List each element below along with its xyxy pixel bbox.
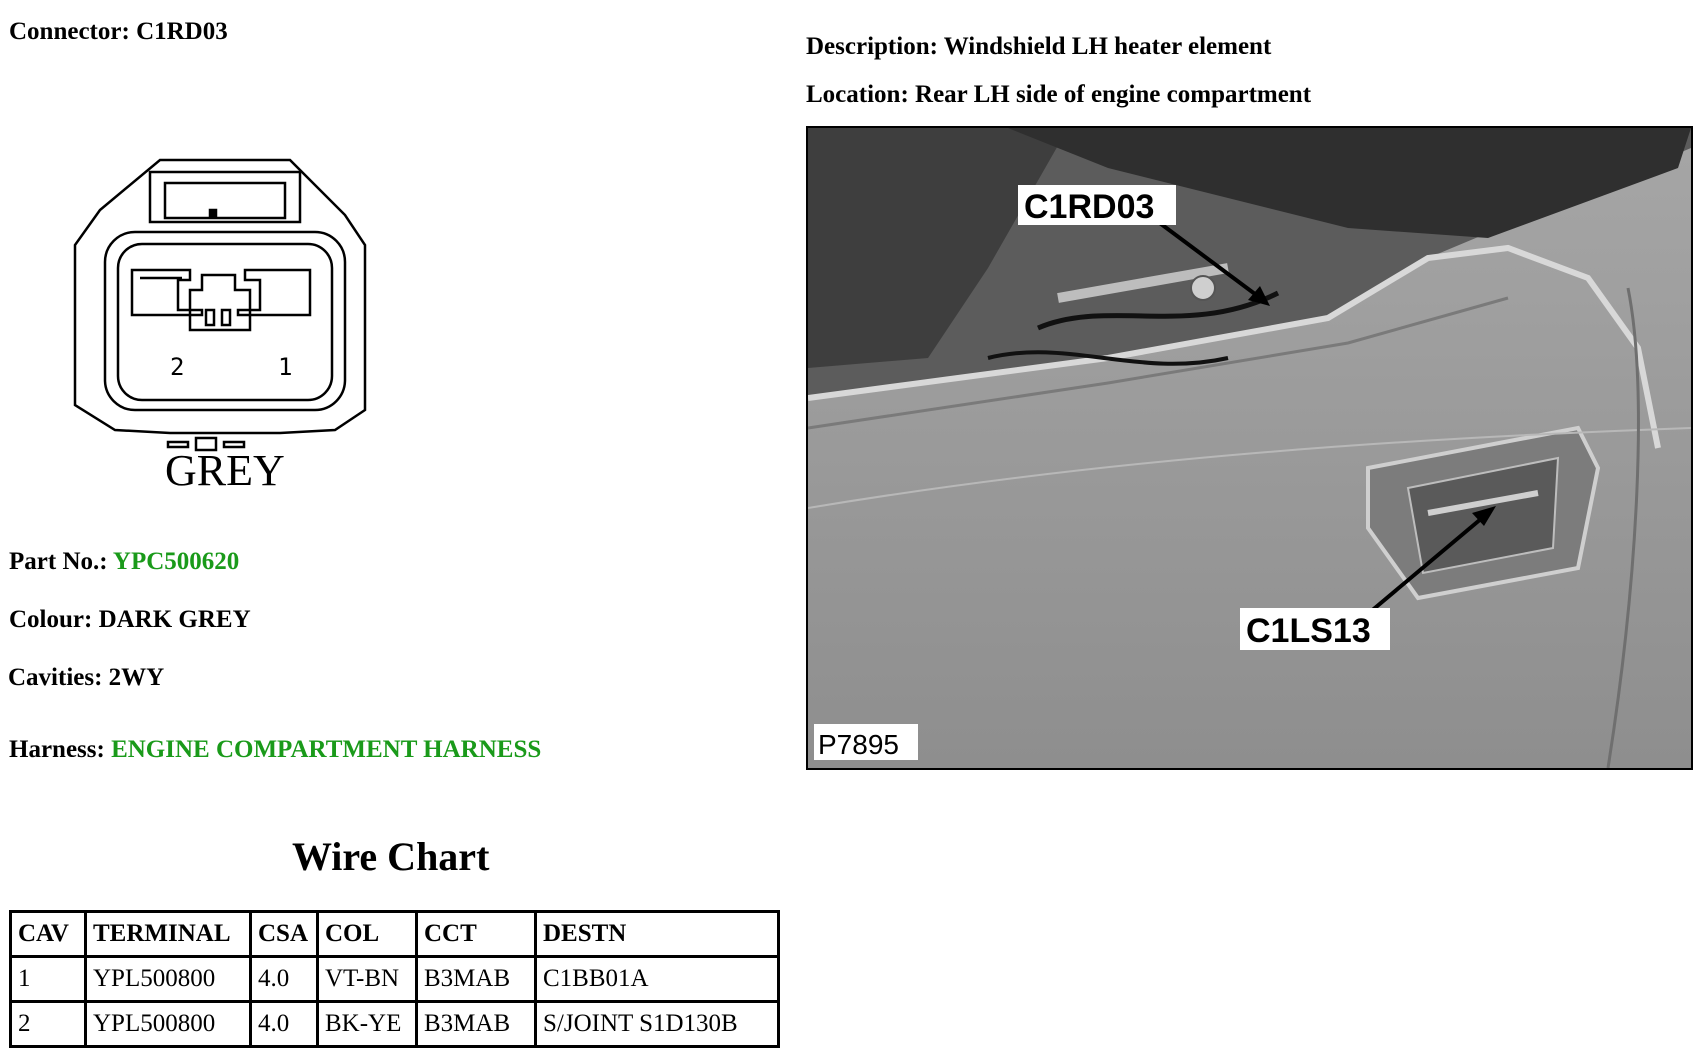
description-value: Windshield LH heater element [943, 33, 1272, 60]
cell-cct: B3MAB [417, 1002, 536, 1047]
cell-cct: B3MAB [417, 957, 536, 1002]
callout-c1rd03: C1RD03 [1024, 188, 1155, 226]
wire-chart-table [9, 910, 780, 1048]
pin-1-label: 1 [278, 353, 293, 381]
description-line [806, 33, 1271, 61]
cell-col: BK-YE [318, 1002, 417, 1047]
part-number-label: Part No.: [9, 548, 108, 575]
description-label: Description: [806, 33, 938, 60]
location-photo-svg [808, 128, 1691, 768]
photo-ref-label: P7895 [818, 729, 899, 760]
wire-table-header-row [11, 912, 779, 957]
cell-cav: 2 [11, 1002, 86, 1047]
table-row [11, 1002, 779, 1047]
col-header-destn: DESTN [536, 912, 779, 957]
connector-face-drawing [60, 150, 380, 490]
col-header-terminal: TERMINAL [86, 912, 251, 957]
cell-terminal: YPL500800 [86, 957, 251, 1002]
cell-destn: C1BB01A [536, 957, 779, 1002]
part-number-line [9, 548, 239, 576]
cell-terminal: YPL500800 [86, 1002, 251, 1047]
callout-c1ls13: C1LS13 [1246, 612, 1371, 650]
cavities-value: 2WY [108, 664, 165, 691]
table-row [11, 957, 779, 1002]
colour-value: DARK GREY [98, 606, 251, 633]
col-header-csa: CSA [251, 912, 318, 957]
colour-label: Colour: [9, 606, 93, 633]
col-header-col: COL [318, 912, 417, 957]
cell-destn: S/JOINT S1D130B [536, 1002, 779, 1047]
connector-value: C1RD03 [136, 18, 228, 45]
cell-csa: 4.0 [251, 1002, 318, 1047]
location-line [806, 81, 1311, 109]
cavities-line [8, 664, 164, 692]
part-number-value[interactable]: YPC500620 [112, 548, 240, 575]
drawing-colour-caption: GREY [165, 446, 285, 490]
connector-face-svg [60, 150, 380, 490]
connector-label: Connector: [9, 18, 130, 45]
col-header-cct: CCT [417, 912, 536, 957]
connector-heading [9, 18, 228, 46]
cell-csa: 4.0 [251, 957, 318, 1002]
colour-line [9, 606, 251, 634]
location-photo [806, 126, 1693, 770]
pin-2-label: 2 [170, 353, 185, 381]
cell-cav: 1 [11, 957, 86, 1002]
harness-line [9, 736, 541, 764]
harness-value[interactable]: ENGINE COMPARTMENT HARNESS [111, 736, 542, 763]
location-label: Location: [806, 81, 909, 108]
harness-label: Harness: [9, 736, 105, 763]
cavities-label: Cavities: [8, 664, 103, 691]
location-value: Rear LH side of engine compartment [915, 81, 1312, 108]
col-header-cav: CAV [11, 912, 86, 957]
cell-col: VT-BN [318, 957, 417, 1002]
wire-chart-title: Wire Chart [292, 834, 490, 879]
